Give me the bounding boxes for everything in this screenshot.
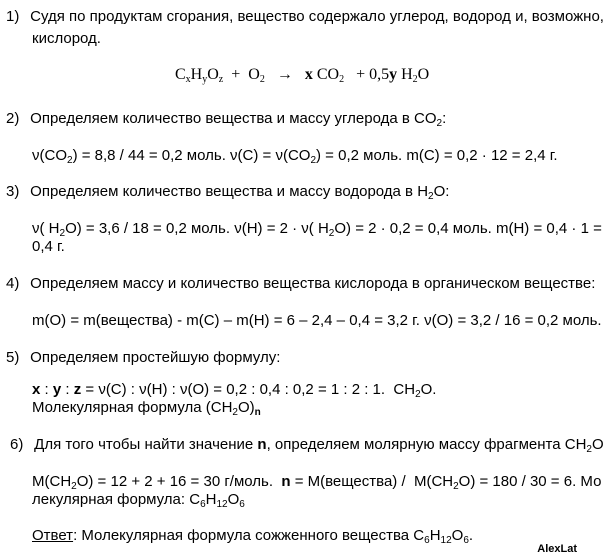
- step-5-heading: [6, 349, 280, 367]
- step-6-calc-line-1: $M(CH_2O) = 12 + 2 + 16 = 30$ г/моль. n = M(вещества) / $M(CH_2O) = 180 / 30 = 6$. Мо: [32, 473, 602, 492]
- answer-label: Ответ: [32, 527, 74, 544]
- step-number: 3): [6, 183, 20, 200]
- step-number: 1): [6, 8, 20, 25]
- answer-text: : Молекулярная формула сожженного вещества $C_6H_{12}O_6$.: [73, 527, 474, 546]
- step-3-calc-line-2: 0,4 г.: [32, 238, 65, 255]
- step-5-calc-line-1: x : y : z = ν(C) : ν(H) : ν(O) = 0,2 : 0,4 : 0,2 = 1 : 2 : 1. $CH_2O$.: [32, 381, 437, 400]
- step-number: 2): [6, 110, 20, 127]
- step-4-calc: m(O) = m(вещества) - m(C) – m(H) = 6 – 2,4 – 0,4 = 3,2 г. ν(O) = 3,2 / 16 = 0,2 моль.: [32, 312, 602, 329]
- step-number: 5): [6, 349, 20, 366]
- signature: AlexLat: [537, 543, 577, 555]
- step-5-heading-text: Определяем простейшую формулу:: [30, 349, 281, 366]
- step-1-line-1: [6, 8, 604, 26]
- step-1-text: Судя по продуктам сгорания, вещество содержало углерод, водород и, возможно,: [30, 8, 604, 25]
- step-6-calc-line-2: лекулярная формула: $C_6H_{12}O_6$: [32, 491, 245, 510]
- step-2-heading: 2) Определяем количество вещества и массу углерода в $CO_2$:: [6, 110, 447, 129]
- step-1-line-2: кислород.: [32, 30, 101, 47]
- step-4-heading-text: Определяем массу и количество вещества кислорода в органическом веществе:: [30, 275, 596, 292]
- answer: [32, 527, 473, 545]
- step-5-calc-line-2: Молекулярная формула $(CH_2O)_n$: [32, 399, 261, 418]
- combustion-equation: $C_xH_yO_z + O_2 \to x$ $CO_2 + 0,5y$ $H_2O$: [175, 66, 430, 85]
- step-6-heading: 6) Для того чтобы найти значение n, определяем молярную массу фрагмента $CH_2O$: [10, 436, 604, 455]
- step-3-heading: 3) Определяем количество вещества и массу водорода в $H_2O$:: [6, 183, 450, 202]
- step-number: 4): [6, 275, 20, 292]
- step-number: 6): [10, 436, 24, 453]
- step-2-calc: $\nu(CO_2) = 8,8 / 44 = 0,2$ моль. $\nu(C) = \nu(CO_2) = 0,2$ моль. m(C) = 0,2 · 12 = 2,4 г.: [32, 147, 558, 166]
- step-4-heading: [6, 275, 595, 293]
- step-3-calc-line-1: ν( $H_2O) = 3,6 / 18 = 0,2$ моль. ν(H) = 2 · ν( $H_2O) = 2 \cdot 0,2 = 0,4$ моль. m(H) = 0,4 · 1 =: [32, 220, 602, 239]
